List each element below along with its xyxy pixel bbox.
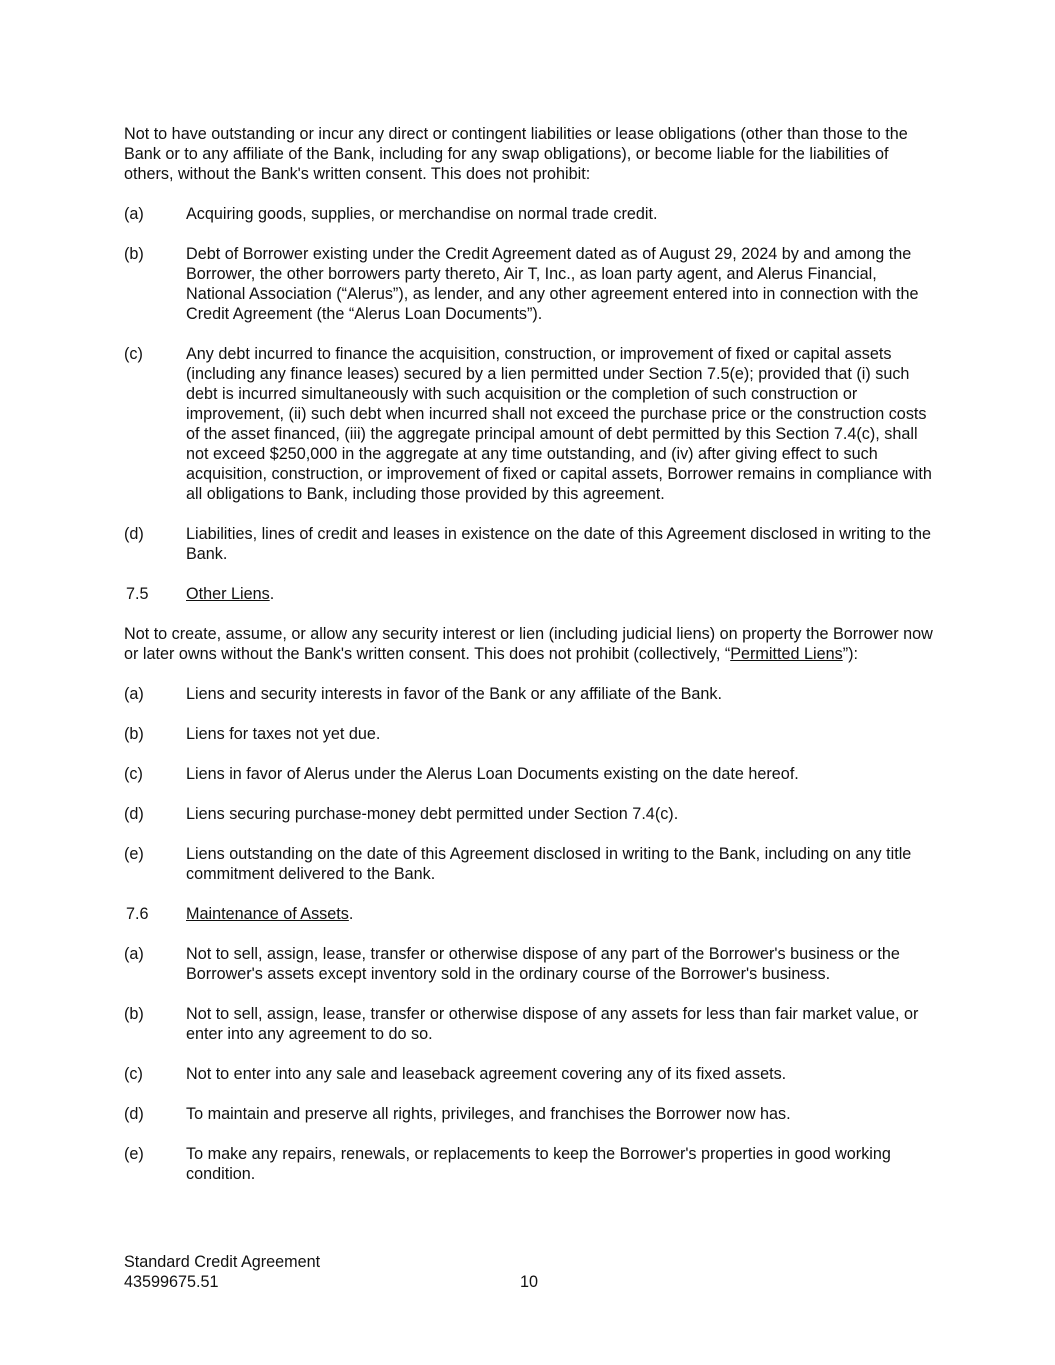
list-item-text: Liens in favor of Alerus under the Alerus Loan Documents existing on the date hereof. [186, 765, 799, 783]
liens-intro-paragraph [124, 624, 934, 664]
list-item-text: Any debt incurred to finance the acquisition, construction, or improvement of fixed or capital assets (including any finance leases) secured by a lien permitted under Section 7.5(e); provided that (i) such debt is incurred simultaneously with such acquisition or the completion of such construction or improvement, (ii) such debt when incurred shall not exceed the purchase price or the construction costs of the asset financed, (iii) the aggregate principal amount of debt permitted by this Section 7.4(c), shall not exceed $250,000 in the aggregate at any time outstanding, and (iv) after giving effect to such acquisition, construction, or improvement of fixed or capital assets, Borrower remains in compliance with all obligations to Bank, including those provided by this agreement. [186, 345, 932, 503]
list-marker: (d) [124, 525, 144, 543]
list-item-text: Liens for taxes not yet due. [186, 725, 381, 743]
debt-exceptions-list [124, 204, 934, 564]
permitted-liens-list [124, 684, 934, 884]
list-marker: (c) [124, 345, 143, 363]
section-heading-other-liens [124, 584, 934, 604]
list-marker: (d) [124, 805, 144, 823]
list-marker: (c) [124, 765, 143, 783]
list-marker: (e) [124, 1145, 144, 1163]
section-title-period: . [269, 585, 275, 603]
list-item-text: To maintain and preserve all rights, privileges, and franchises the Borrower now has. [186, 1105, 791, 1123]
list-item [124, 724, 934, 744]
list-item [124, 764, 934, 784]
list-item [124, 1144, 934, 1184]
list-marker: (d) [124, 1105, 144, 1123]
list-item-text: Liens and security interests in favor of the Bank or any affiliate of the Bank. [186, 685, 722, 703]
section-title: Other Liens [186, 585, 270, 603]
list-item [124, 204, 934, 224]
document-page [124, 124, 934, 1204]
page-number: 10 [520, 1273, 539, 1291]
list-marker: (a) [124, 945, 144, 963]
list-item [124, 524, 934, 564]
list-item-text: Liabilities, lines of credit and leases in existence on the date of this Agreement disclosed in writing to the Bank. [186, 525, 932, 563]
list-marker: (a) [124, 205, 144, 223]
list-item [124, 944, 934, 984]
debt-intro-paragraph: Not to have outstanding or incur any direct or contingent liabilities or lease obligations (other than those to the Bank or to any affiliate of the Bank, including for any swap obligations), or become liable for the liabilities of others, without the Bank's written consent. This does not prohibit: [124, 125, 908, 183]
list-marker: (b) [124, 1005, 144, 1023]
list-item [124, 1064, 934, 1084]
list-marker: (b) [124, 725, 144, 743]
section-number: 7.5 [126, 585, 149, 603]
section-number: 7.6 [126, 905, 149, 923]
list-item [124, 684, 934, 704]
list-item-text: Not to sell, assign, lease, transfer or otherwise dispose of any part of the Borrower's business or the Borrower's assets except inventory sold in the ordinary course of the Borrower's business. [186, 945, 900, 983]
list-marker: (b) [124, 245, 144, 263]
list-item-text: Debt of Borrower existing under the Credit Agreement dated as of August 29, 2024 by and among the Borrower, the other borrowers party thereto, Air T, Inc., as loan party agent, and Alerus Financial, National Association (“Alerus”), as lender, and any other agreement entered into in connection with the Credit Agreement (the “Alerus Loan Documents”). [186, 245, 919, 323]
footer-document-number: 43599675.51 [124, 1273, 219, 1291]
section-title-wrap [186, 904, 353, 924]
section-title-period: . [348, 905, 354, 923]
liens-intro-text: Not to create, assume, or allow any security interest or lien (including judicial liens) on property the Borrower now or later owns without the Bank's written consent. This does not prohibit (collectively, “ [124, 625, 933, 663]
section-title-wrap [186, 584, 274, 604]
section-title: Maintenance of Assets [186, 905, 349, 923]
list-item-text: Acquiring goods, supplies, or merchandise on normal trade credit. [186, 205, 658, 223]
list-item-text: To make any repairs, renewals, or replacements to keep the Borrower's properties in good working condition. [186, 1145, 891, 1183]
list-marker: (c) [124, 1065, 143, 1083]
list-item-text: Liens outstanding on the date of this Agreement disclosed in writing to the Bank, including on any title commitment delivered to the Bank. [186, 845, 912, 883]
list-item [124, 804, 934, 824]
section-heading-maintenance-of-assets [124, 904, 934, 924]
list-item-text: Not to sell, assign, lease, transfer or otherwise dispose of any assets for less than fair market value, or enter into any agreement to do so. [186, 1005, 919, 1043]
list-item [124, 844, 934, 884]
list-item [124, 1004, 934, 1044]
defined-term-permitted-liens: Permitted Liens [730, 645, 843, 663]
list-item [124, 244, 934, 324]
asset-covenants-list [124, 944, 934, 1184]
list-item-text: Not to enter into any sale and leaseback agreement covering any of its fixed assets. [186, 1065, 787, 1083]
footer-document-title: Standard Credit Agreement [124, 1253, 321, 1271]
liens-intro-closing: ”): [842, 645, 858, 663]
page-footer [124, 1252, 934, 1292]
list-item [124, 1104, 934, 1124]
list-marker: (e) [124, 845, 144, 863]
list-item-text: Liens securing purchase-money debt permitted under Section 7.4(c). [186, 805, 679, 823]
list-item [124, 344, 934, 504]
list-marker: (a) [124, 685, 144, 703]
